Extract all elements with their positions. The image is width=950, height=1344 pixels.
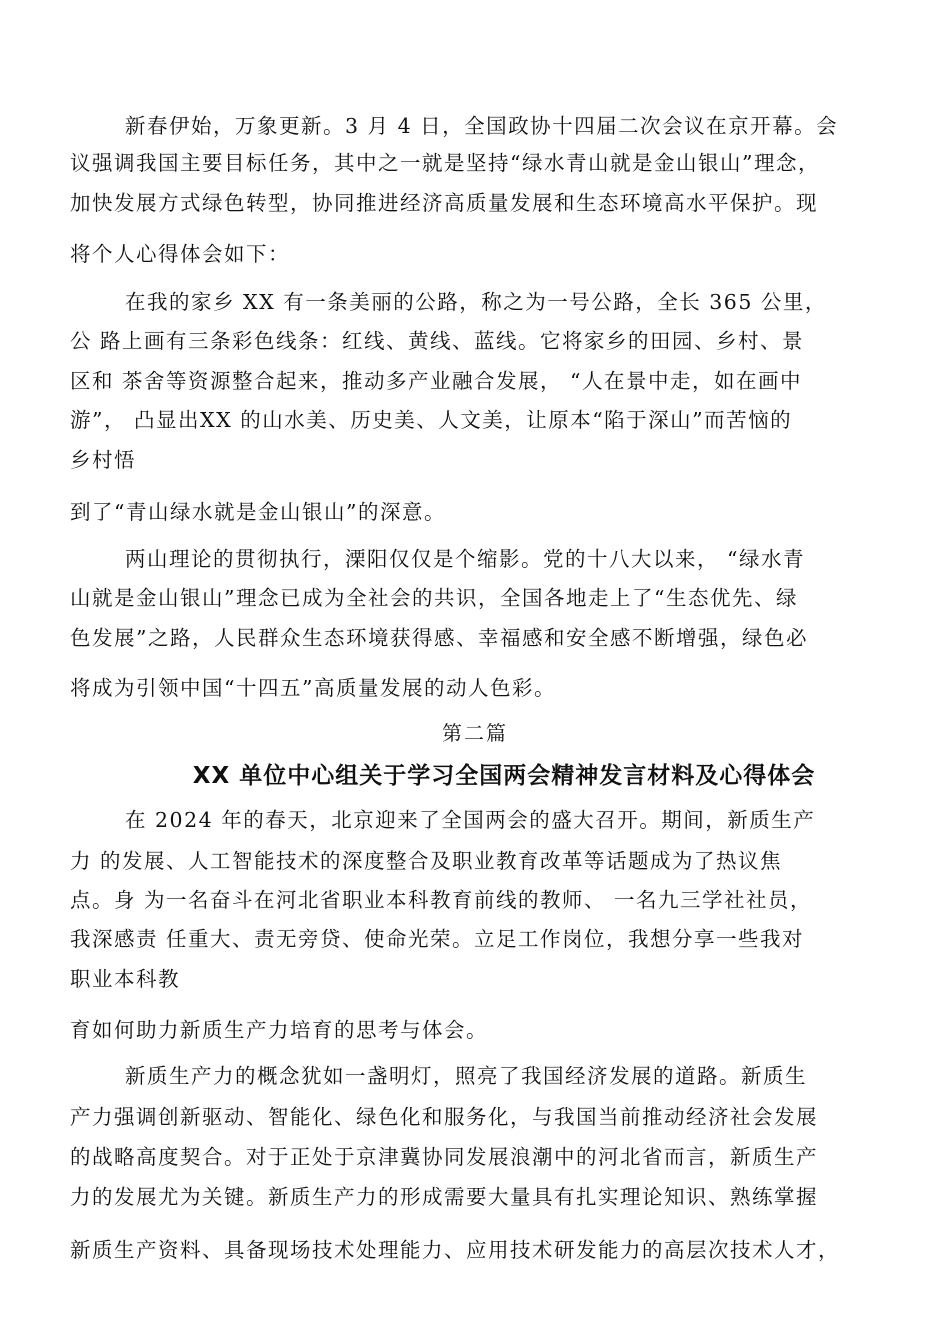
paragraph-line: 区和 茶舍等资源整合起来，推动多产业融合发展， “人在景中走，如在画中: [70, 369, 803, 393]
paragraph-line: 的战略高度契合。对于正处于京津冀协同发展浪潮中的河北省而言，新质生产: [70, 1145, 818, 1169]
paragraph-line: 点。身 为一名奋斗在河北省职业本科教育前线的教师、 一名九三学社社员，: [70, 888, 813, 912]
paragraph-line: 议强调我国主要目标任务，其中之一就是坚持“绿水青山就是金山银山”理念，: [70, 151, 820, 175]
paragraph-line: 将个人心得体会如下：: [70, 242, 290, 266]
section-title: XX 单位中心组关于学习全国两会精神发言材料及心得体会: [192, 763, 816, 789]
paragraph-line: 游”， 凸显出XX 的山水美、历史美、人文美，让原本“陷于深山”而苦恼的: [70, 408, 793, 432]
paragraph-line: 在 2024 年的春天，北京迎来了全国两会的盛大召开。期间，新质生产: [125, 808, 816, 832]
paragraph-line: 乡村悟: [70, 448, 136, 472]
paragraph-line: 育如何助力新质生产力培育的思考与体会。: [70, 1018, 488, 1042]
paragraph-line: 到了“青山绿水就是金山银山”的深意。: [70, 500, 446, 524]
paragraph-line: 力 的发展、人工智能技术的深度整合及职业教育改革等话题成为了热议焦: [70, 849, 783, 873]
paragraph-line: 力的发展尤为关键。新质生产力的形成需要大量具有扎实理论知识、熟练掌握: [70, 1185, 818, 1209]
paragraph-line: 两山理论的贯彻执行，溧阳仅仅是个缩影。党的十八大以来， “绿水青: [125, 547, 805, 571]
paragraph-line: 新质生产力的概念犹如一盏明灯，照亮了我国经济发展的道路。新质生: [125, 1064, 807, 1088]
paragraph-line: 我深感责 任重大、责无旁贷、使命光荣。立足工作岗位，我想分享一些我对: [70, 927, 805, 951]
paragraph-line: 在我的家乡 XX 有一条美丽的公路，称之为一号公路，全长 365 公里，: [125, 290, 827, 314]
paragraph-line: 产力强调创新驱动、智能化、绿色化和服务化，与我国当前推动经济社会发展: [70, 1105, 818, 1129]
section-subheading: 第二篇: [442, 721, 508, 745]
paragraph-line: 职业本科教: [70, 967, 180, 991]
paragraph-line: 加快发展方式绿色转型，协同推进经济高质量发展和生态环境高水平保护。现: [70, 191, 818, 215]
paragraph-line: 色发展”之路，人民群众生态环境获得感、幸福感和安全感不断增强，绿色必: [70, 626, 808, 650]
paragraph-line: 公 路上画有三条彩色线条：红线、黄线、蓝线。它将家乡的田园、乡村、景: [70, 329, 805, 353]
paragraph-line: 将成为引领中国“十四五”高质量发展的动人色彩。: [70, 676, 556, 700]
paragraph-line: 新质生产资料、具备现场技术处理能力、应用技术研发能力的高层次技术人才，: [70, 1238, 840, 1262]
paragraph-line: 山就是金山银山”理念已成为全社会的共识，全国各地走上了“生态优先、绿: [70, 586, 798, 610]
paragraph-line: 新春伊始，万象更新。3 月 4 日，全国政协十四届二次会议在京开幕。会: [125, 114, 839, 138]
